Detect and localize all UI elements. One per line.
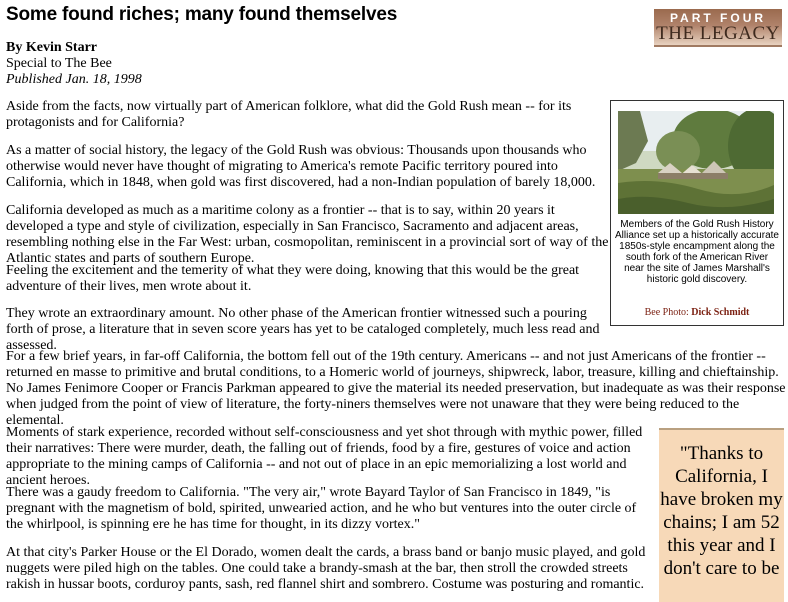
author: By Kevin Starr [6, 40, 97, 55]
pull-quote-box [659, 428, 784, 602]
pull-quote: "Thanks to California, I have broken my chains; I am 52 this year and I don't care to be [660, 443, 783, 579]
photo-credit-prefix: Bee Photo: [644, 307, 689, 318]
encampment-photo [618, 111, 774, 214]
paragraph: For a few brief years, in far-off California, the bottom fell out of the 19th century. Americans -- and not just Americans of the frontier -- returned en masse to primitive and brutal conditions, to a Homeric world of journeys, shipwreck, labor, treasure, killing and chieftainship. No James Fenimore Cooper or Francis Parkman appeared to give the material its needed preservation, but inadequate as was their response when judged from the point of view of literature, the forty-niners themselves were not unaware that they were being reduced to the elemental. [6, 349, 786, 428]
paragraph: Aside from the facts, now virtually part of American folklore, what did the Gold Rush mean -- for its protagonists and for California? [6, 99, 572, 130]
paragraph: They wrote an extraordinary amount. No other phase of the American frontier witnessed such a pouring forth of prose, a literature that in seven score years has yet to be cataloged completely, much less read and assessed. [6, 306, 600, 353]
byline [6, 40, 142, 88]
paragraph: There was a gaudy freedom to California. "The very air," wrote Bayard Taylor of San Francisco in 1849, "is pregnant with the magnetism of bold, spirited, unwearied action, and he who but ventures into the outer circle of the whirlpool, is spinning ere he has time for thought, in its dizzy vortex." [6, 485, 637, 532]
paragraph: At that city's Parker House or the El Dorado, women dealt the cards, a brass band or banjo music played, and gold nuggets were piled high on the tables. One could take a brandy-smash at the bar, then stroll the crowded streets rakish in hussar boots, corduroy pants, sash, red flannel shirt and sombrero. Costume was posturing and romantic. [6, 545, 646, 592]
photo-caption: Members of the Gold Rush History Alliance set up a historically accurate 1850s-style encampment along the south fork of the American River near the site of James Marshall's historic gold discovery. [615, 219, 779, 285]
paragraph: Feeling the excitement and the temerity of what they were doing, knowing that this would be the great adventure of their lives, men wrote about it. [6, 263, 580, 294]
published-date: Published Jan. 18, 1998 [6, 72, 142, 87]
paragraph: Moments of stark experience, recorded without self-consciousness and yet shot through with mythic power, filled their narratives: There were murder, death, the falling out of friends, food by a fire, gestures of voice and action appropriate to the mining camps of California -- and not out of place in an epic memorializing a lost world and ancient heroes. [6, 425, 643, 488]
paragraph: As a matter of social history, the legacy of the Gold Rush was obvious: Thousands upon thousands who otherwise would never have thought of migrating to America's remote Pacific territory poured into California, which in 1848, when gold was first discovered, had a non-Indian population of barely 18,000. [6, 143, 596, 190]
photo-sidebar [610, 100, 784, 326]
photo-credit [611, 307, 783, 318]
section-badge [654, 9, 782, 47]
section-badge-part: PART FOUR [669, 11, 767, 25]
headline: Some found riches; many found themselves [6, 4, 398, 25]
section-badge-title: THE LEGACY [656, 23, 780, 44]
photographer-name: Dick Schmidt [691, 307, 750, 318]
paragraph: California developed as much as a maritime colony as a frontier -- that is to say, within 20 years it developed a type and style of civilization, especially in San Francisco, Sacramento and adjacent areas, resembling nothing else in the Far West: urban, cosmopolitan, reminiscent in a provincial sort of way of the Atlantic states and parts of southern Europe. [6, 203, 609, 266]
affiliation: Special to The Bee [6, 56, 112, 71]
